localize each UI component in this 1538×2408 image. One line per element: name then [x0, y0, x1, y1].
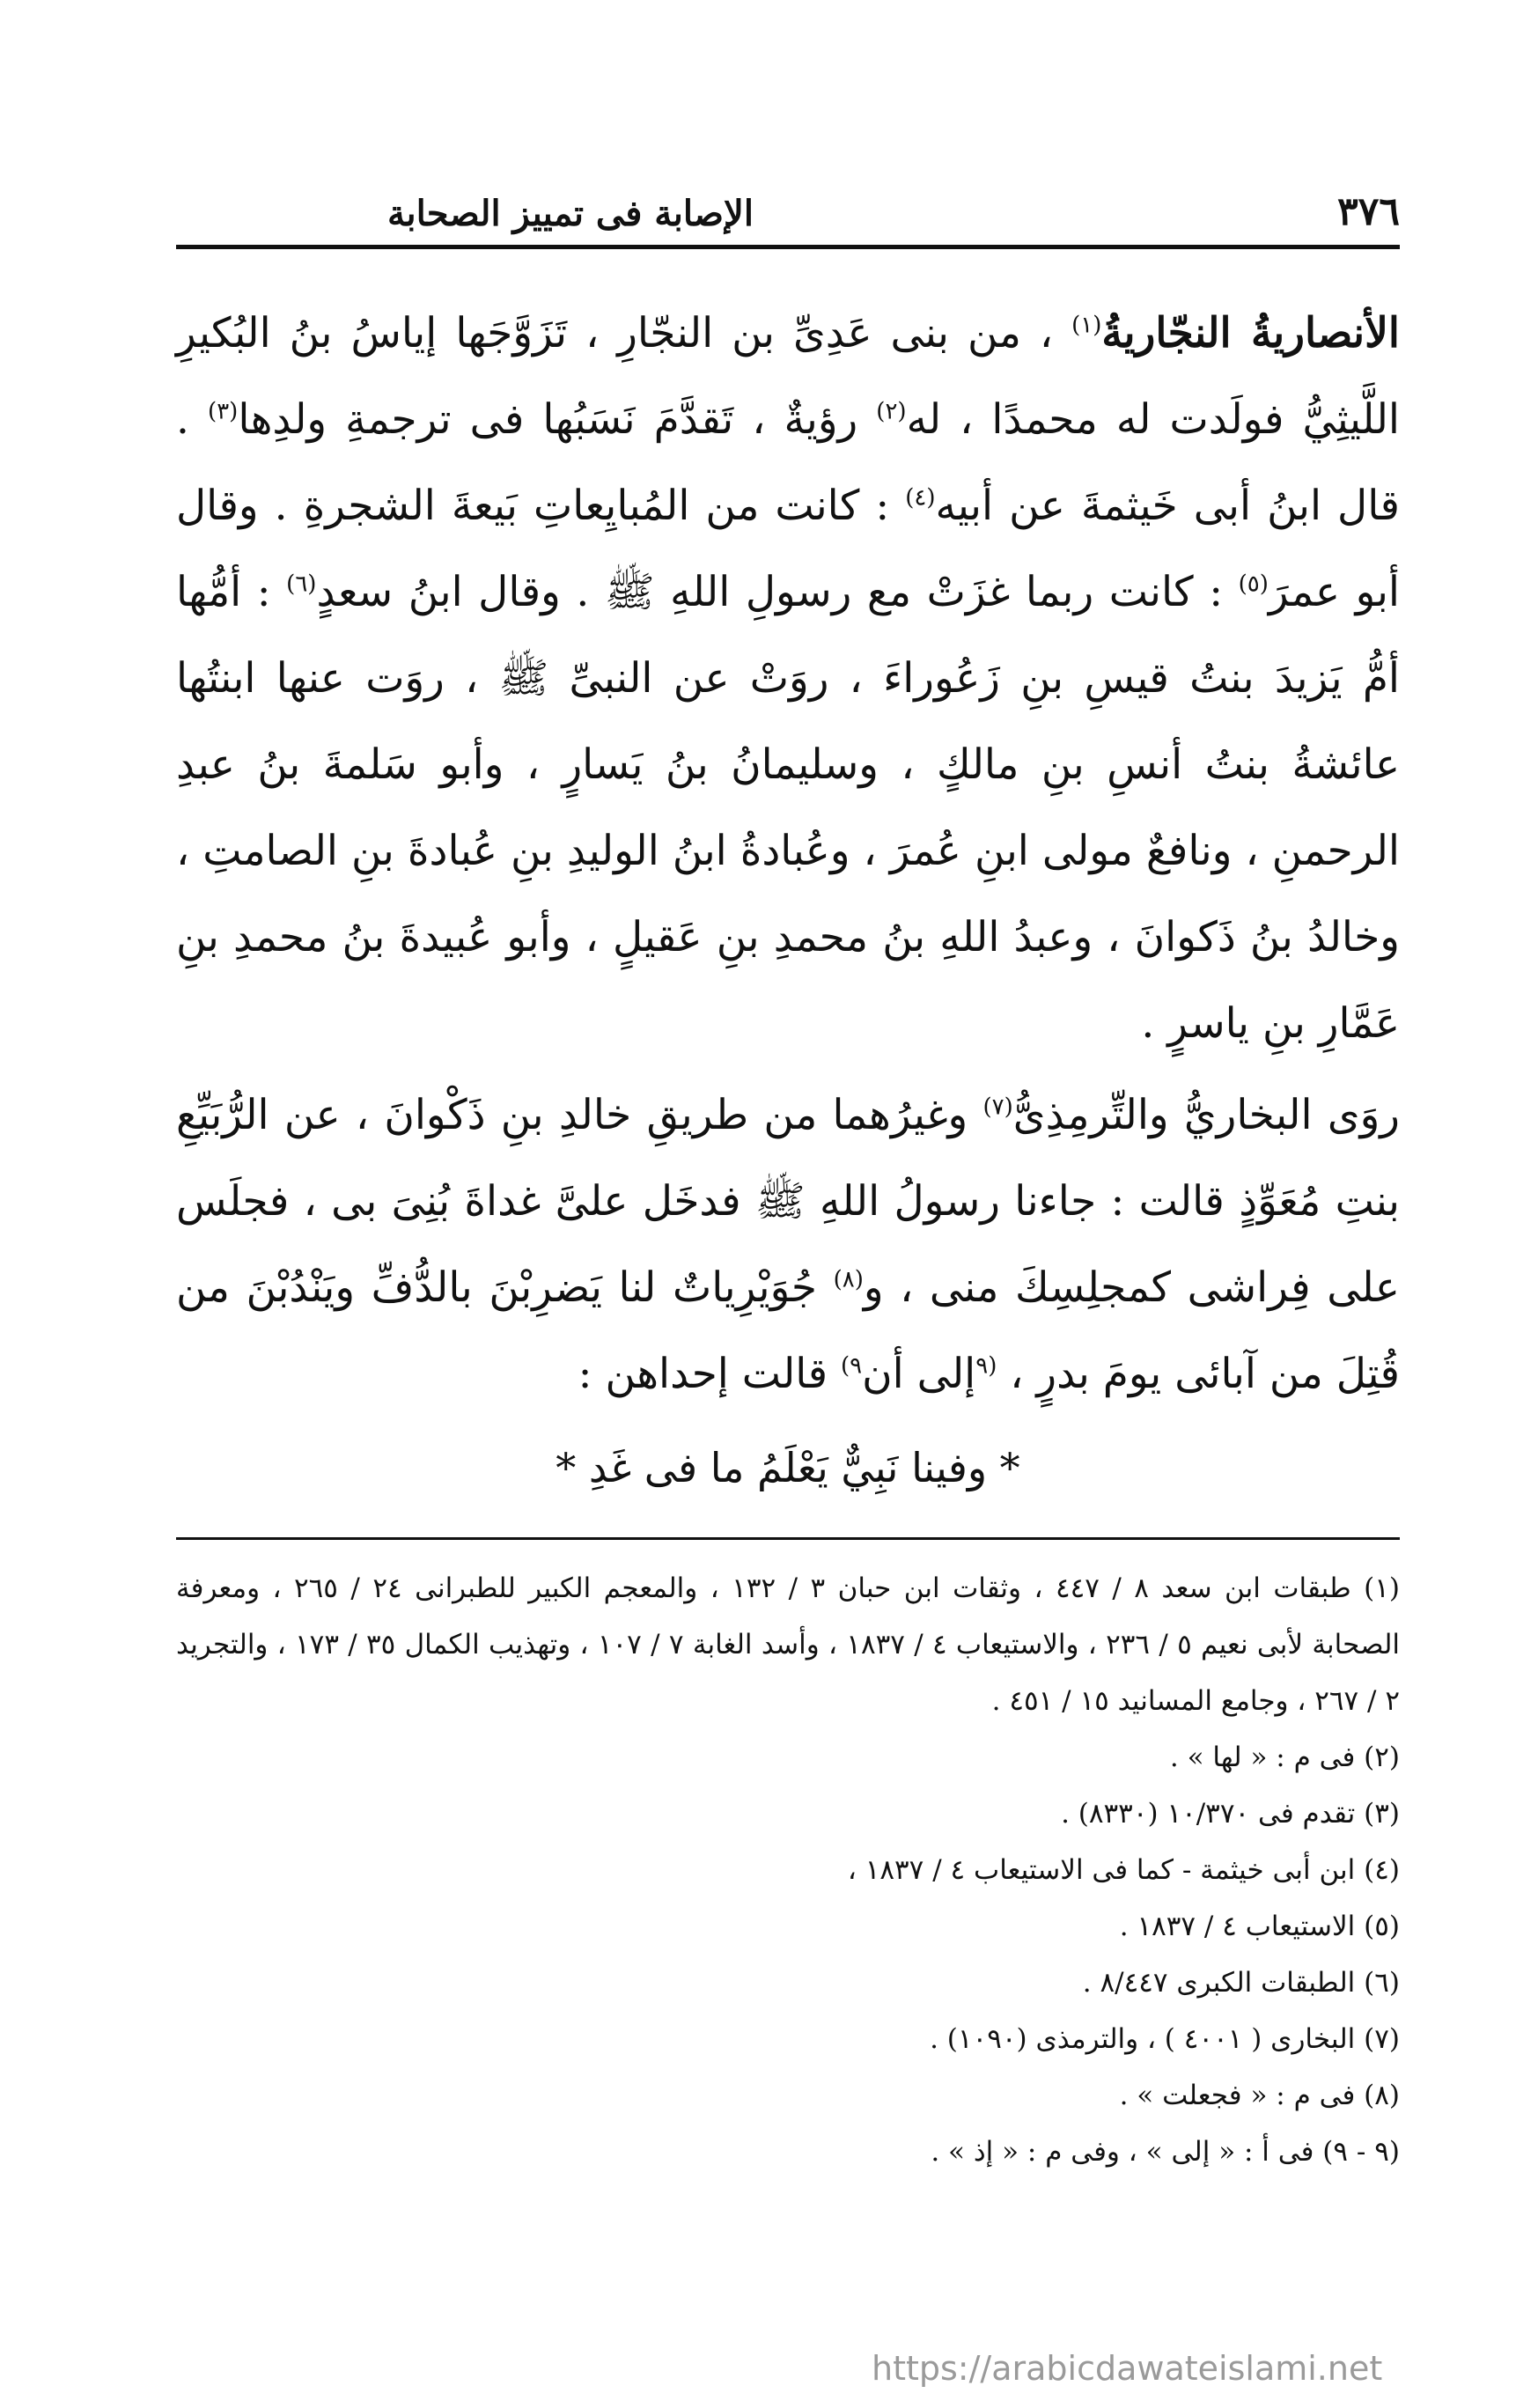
footnote-7: (٧) البخارى ( ٤٠٠١ ) ، والترمذى (١٠٩٠) . [930, 2023, 1400, 2055]
footnote-ref-9-close: ٩) [841, 1352, 863, 1380]
entry-text-4: : كانت من المُبايِعاتِ بَيعةَ الشجرةِ . وقال أبو عمرَ [176, 482, 1400, 616]
footnote-ref-2: (٢) [876, 398, 907, 425]
footnote-ref-4: (٤) [905, 484, 936, 512]
verse-line: * وفينا نَبِيٌّ يَعْلَمُ ما فى غَدِ * [556, 1444, 1020, 1491]
main-text [176, 291, 1400, 1418]
narration-text-2: وغيرُهما من طريقِ خالدِ بنِ ذَكْوانَ ، عن الرُّبَيِّعِ بنتِ مُعَوِّذٍ قالت : جاءنا رسولُ اللهِ ﷺ فدخَل علىَّ غداةَ بُنِىَ بى ، فجلَس على فِراشى كمجلِسِكَ منى ، و [176, 1091, 1400, 1312]
running-title: الإصابة فى تمييز الصحابة [387, 193, 754, 234]
footnote-ref-8: (٨) [833, 1266, 864, 1293]
footnotes [176, 1560, 1400, 2180]
entry-text-6: : أمُّها أمُّ يَزيدَ بنتُ قيسِ بنِ زَعُوراءَ ، روَتْ عن النبىِّ ﷺ ، روَت عنها ابنتُها عائشةُ بنتُ أنسِ بنِ مالكٍ ، وسليمانُ بنُ يَسارٍ ، وأبو سَلمةَ بنُ عبدِ الرحمنِ ، ونافعٌ مولى ابنِ عُمرَ ، وعُبادةُ ابنُ الوليدِ بنِ عُبادةَ بنِ الصامتِ ، وخالدُ بنُ ذَكوانَ ، وعبدُ اللهِ بنُ محمدِ بنِ عَقيلٍ ، وأبو عُبيدةَ بنُ محمدِ بنِ عَمَّارِ بنِ ياسرٍ . [176, 568, 1401, 1048]
narration-text-5: قالت إحداهن : [578, 1350, 828, 1398]
footnote-ref-9-open: (٩ [975, 1352, 997, 1380]
footnote-1: (١) طبقات ابن سعد ٨ / ٤٤٧ ، وثقات ابن حبان ٣ / ١٣٢ ، والمعجم الكبير للطبرانى ٢٤ / ٢٦٥ ، ومعرفة الصحابة لأبى نعيم ٥ / ٢٣٦ ، والاستيعاب ٤ / ١٨٣٧ ، وأسد الغابة ٧ / ١٠٧ ، وتهذيب الكمال ٣٥ / ١٧٣ ، والتجريد ٢ / ٢٦٧ ، وجامع المسانيد ١٥ / ٤٥١ . [176, 1572, 1401, 1717]
footnote-ref-3: (٣) [208, 398, 239, 425]
narration-text-3: جُوَيْرِياتٌ لنا يَضرِبْنَ بالدُّفِّ ويَنْدُبْنَ من قُتِلَ من آبائى يومَ بدرٍ ، [176, 1263, 1400, 1398]
entry-name: الأنصاريةُ النجّاريةُ [1101, 309, 1400, 357]
footnote-8: (٨) فى م : « فجعلت » . [1119, 2080, 1400, 2111]
entry-text-2: رؤيةٌ ، تَقدَّمَ نَسَبُها فى ترجمةِ ولدِها [238, 395, 858, 444]
page-header [176, 173, 1400, 234]
footnote-9: (٩ - ٩) فى أ : « إلى » ، وفى م : « إذ » . [931, 2136, 1400, 2168]
footnote-4: (٤) ابن أبى خيثمة - كما فى الاستيعاب ٤ / ١٨٣٧ ، [847, 1854, 1400, 1886]
entry-text-5: : كانت ربما غزَتْ مع رسولِ اللهِ ﷺ . وقال ابنُ سعدٍ [316, 568, 1224, 616]
footnote-rule [176, 1537, 1400, 1540]
watermark-url: https://arabicdawateislami.net [872, 2349, 1383, 2388]
narration-paragraph [176, 1072, 1400, 1418]
footnote-6: (٦) الطبقات الكبرى ٨/٤٤٧ . [1082, 1967, 1400, 1999]
footnote-2: (٢) فى م : « لها » . [1169, 1742, 1400, 1773]
footnote-5: (٥) الاستيعاب ٤ / ١٨٣٧ . [1119, 1911, 1400, 1942]
entry-paragraph [176, 291, 1400, 1067]
page-number: ٣٧٦ [1337, 189, 1400, 234]
narration-text-1: روَى البخاريُّ والتِّرمِذِىُّ [1012, 1091, 1400, 1139]
entry-text-3: . قال ابنُ أبى خَيثمةَ عن أبيه [176, 395, 1400, 530]
footnote-3: (٣) تقدم فى ١٠/٣٧٠ (٨٣٣٠) . [1061, 1798, 1400, 1830]
footnote-ref-7: (٧) [982, 1094, 1013, 1121]
footnote-ref-1: (١) [1071, 312, 1102, 339]
header-rule [176, 245, 1400, 249]
entry-text-1: ، من بنى عَدِىِّ بن النجّارِ ، تَزَوَّجَها إياسُ بنُ البُكيرِ اللَّيثِيُّ فولَدت له محمدًا ، له [176, 309, 1400, 444]
footnote-ref-6: (٦) [286, 571, 317, 598]
narration-text-4: إلى أن [862, 1350, 976, 1398]
footnote-ref-5: (٥) [1238, 571, 1269, 598]
